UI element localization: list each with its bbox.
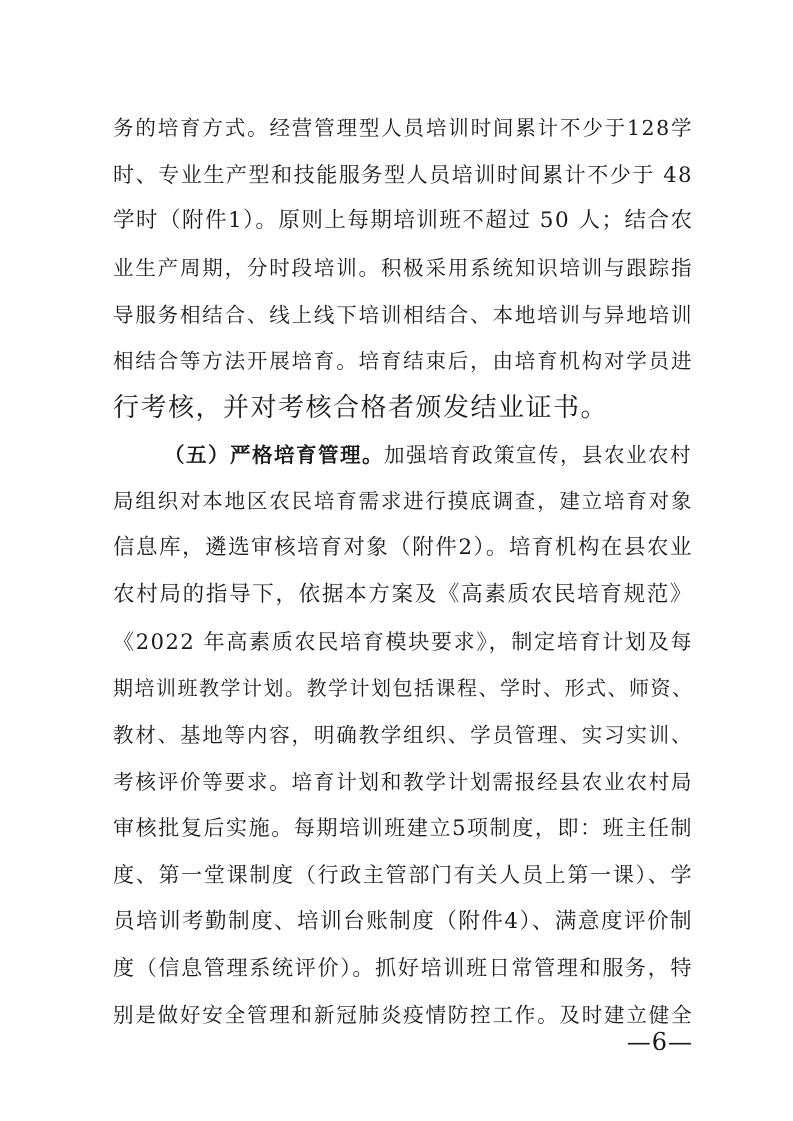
text-line: 《2022 年高素质农民培育模块要求》，制定培育计划及每 <box>113 630 693 654</box>
text-line: 教材、基地等内容，明确教学组织、学员管理、实习实训、 <box>113 723 693 747</box>
text-span: 加强培育政策宣传，县农业农村 <box>384 443 692 467</box>
text-line: 相结合等方法开展培育。培育结束后，由培育机构对学员进 <box>113 349 693 373</box>
text-line: 别是做好安全管理和新冠肺炎疫情防控工作。及时建立健全 <box>113 1003 693 1027</box>
text-line: 导服务相结合、线上线下培训相结合、本地培训与异地培训 <box>113 303 693 327</box>
text-line: 度（信息管理系统评价）。抓好培训班日常管理和服务，特 <box>113 956 693 980</box>
section-heading: （五）严格培育管理。 <box>164 443 384 467</box>
text-line: 学时（附件1）。原则上每期培训班不超过 50 人；结合农 <box>113 208 694 233</box>
section-first-line <box>164 440 693 470</box>
text-line: 农村局的指导下，依据本方案及《高素质农民培育规范》 <box>113 582 693 607</box>
page-number: —6— <box>626 1028 693 1056</box>
text-line: 员培训考勤制度、培训台账制度（附件4）、满意度评价制 <box>113 909 693 934</box>
text-line: 行考核，并对考核合格者颁发结业证书。 <box>113 393 609 423</box>
text-line: 审核批复后实施。每期培训班建立5项制度，即：班主任制 <box>113 816 693 840</box>
text-line: 信息库，遴选审核培育对象（附件2）。培育机构在县农业 <box>113 535 693 560</box>
text-line: 考核评价等要求。培育计划和教学计划需报经县农业农村局 <box>113 770 693 794</box>
text-line: 时、专业生产型和技能服务型人员培训时间累计不少于 48 <box>113 163 693 187</box>
text-line: 务的培育方式。经营管理型人员培训时间累计不少于128学 <box>113 116 693 140</box>
text-line: 业生产周期，分时段培训。积极采用系统知识培训与跟踪指 <box>113 256 693 280</box>
text-line: 局组织对本地区农民培育需求进行摸底调查，建立培育对象 <box>113 489 693 513</box>
text-line: 期培训班教学计划。教学计划包括课程、学时、形式、师资、 <box>113 676 694 700</box>
text-line: 度、第一堂课制度（行政主管部门有关人员上第一课）、学 <box>113 863 693 887</box>
